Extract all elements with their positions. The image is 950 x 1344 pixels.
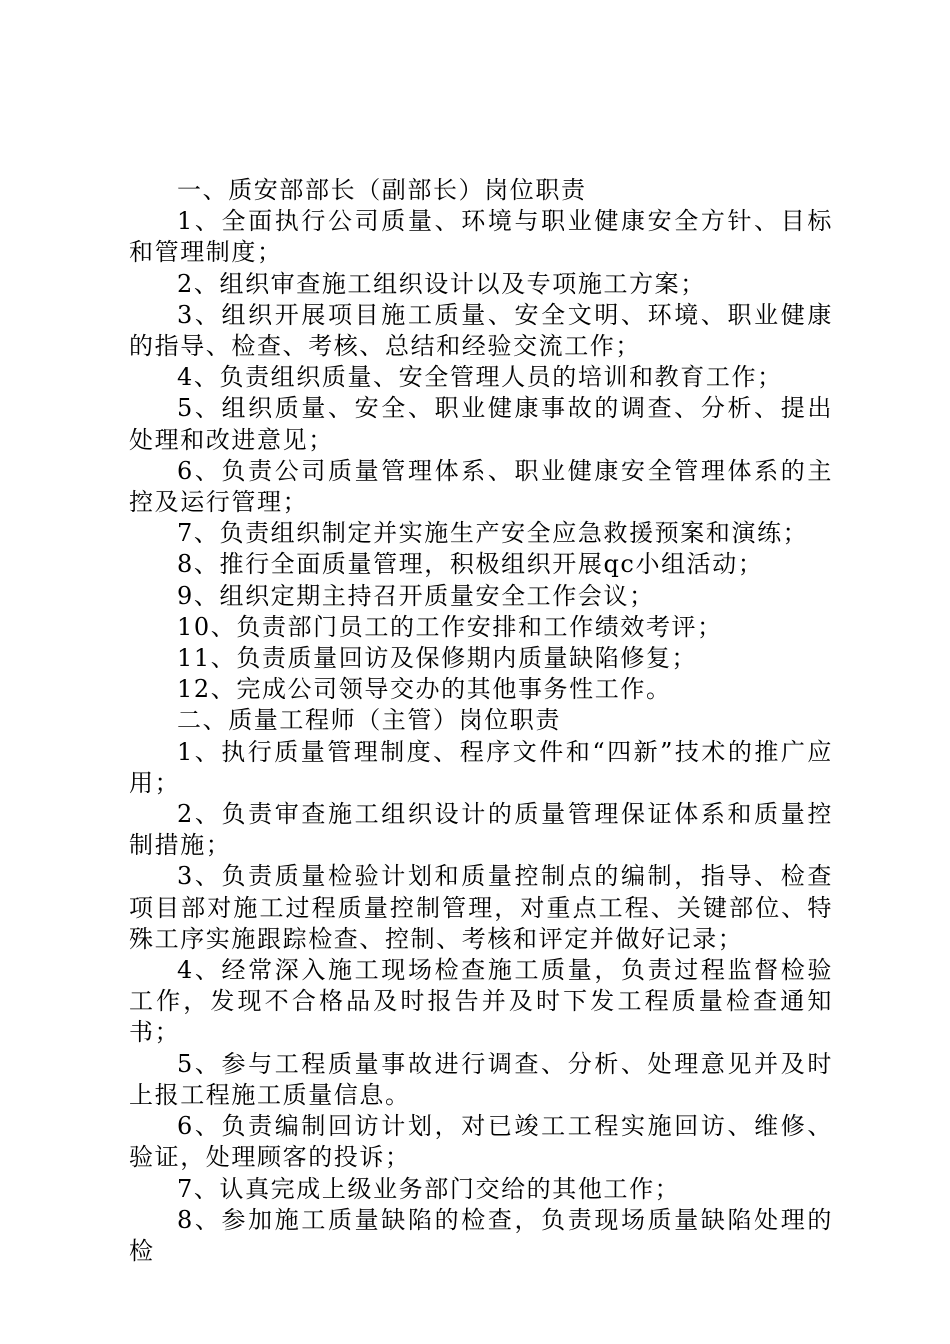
duty-item: 4、经常深入施工现场检查施工质量，负责过程监督检验工作，发现不合格品及时报告并及时下发工程质量检查通知书； [129,956,833,1047]
duty-item: 6、负责编制回访计划，对已竣工工程实施回访、维修、验证，处理顾客的投诉； [129,1112,833,1172]
duty-item: 2、组织审查施工组织设计以及专项施工方案； [177,269,706,298]
duty-item: 8、参加施工质量缺陷的检查，负责现场质量缺陷处理的检 [129,1205,833,1265]
duty-item: 11、负责质量回访及保修期内质量缺陷修复； [177,644,698,673]
duty-item: 6、负责公司质量管理体系、职业健康安全管理体系的主控及运行管理； [129,456,833,517]
duty-item: 7、认真完成上级业务部门交给的其他工作； [177,1174,681,1203]
duty-item: 9、组织定期主持召开质量安全工作会议； [177,581,655,610]
duty-item: 2、负责审查施工组织设计的质量管理保证体系和质量控制措施； [129,800,833,860]
duty-item: 5、组织质量、安全、职业健康事故的调查、分析、提出处理和改进意见； [129,394,833,454]
duty-item: 7、负责组织制定并实施生产安全应急救援预案和演练； [177,519,809,548]
section-heading-2: 二、质量工程师（主管）岗位职责 [177,706,561,735]
document-body [129,175,833,1267]
duty-item: 4、负责组织质量、安全管理人员的培训和教育工作； [177,363,783,392]
duty-item: 10、负责部门员工的工作安排和工作绩效考评； [177,612,723,641]
duty-item: 1、全面执行公司质量、环境与职业健康安全方针、目标和管理制度； [129,207,833,267]
duty-item: 12、完成公司领导交办的其他事务性工作。 [177,675,672,704]
section-heading-1: 一、质安部部长（副部长）岗位职责 [177,176,587,204]
duty-item: 1、执行质量管理制度、程序文件和“四新”技术的推广应用； [129,737,833,797]
duty-item: 5、参与工程质量事故进行调查、分析、处理意见并及时上报工程施工质量信息。 [129,1049,833,1109]
duty-item: 3、负责质量检验计划和质量控制点的编制，指导、检查项目部对施工过程质量控制管理，对重点工程、关键部位、特殊工序实施跟踪检查、控制、考核和评定并做好记录； [129,862,833,953]
duty-item: 8、推行全面质量管理，积极组织开展qc小组活动； [177,550,764,579]
duty-item: 3、组织开展项目施工质量、安全文明、环境、职业健康的指导、检查、考核、总结和经验交流工作； [129,300,833,361]
